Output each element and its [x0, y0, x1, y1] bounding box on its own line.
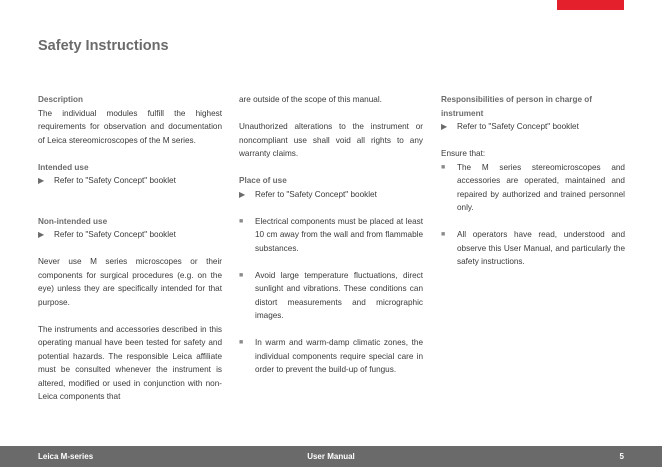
column-2	[239, 93, 423, 377]
list-item-text: The M series stereomicroscopes and accessories are operated, maintained and repaired by authorized and trained personnel only.	[457, 162, 625, 212]
place-of-use-heading: Place of use	[239, 176, 287, 185]
square-bullet-icon: ■	[239, 217, 244, 225]
responsibilities-item-text: Refer to "Safety Concept" booklet	[457, 122, 579, 131]
page-footer	[0, 446, 662, 467]
footer-page-number: 5	[619, 452, 624, 461]
square-bullet-icon: ■	[441, 231, 446, 238]
list-item	[239, 269, 423, 323]
triangle-bullet-icon: ▶	[38, 230, 45, 239]
square-bullet-icon: ■	[441, 163, 446, 171]
intended-use-heading: Intended use	[38, 162, 89, 172]
testing-paragraph: The instruments and accessories described in this operating manual have been tested for safety and potential hazards. The responsible Leica affiliate must be consulted whenever the instrument is altered, modified or used in conjunction with non-Leica components that	[38, 324, 222, 401]
square-bullet-icon: ■	[239, 339, 244, 346]
list-item	[441, 228, 625, 269]
non-intended-use-item-text: Refer to "Safety Concept" booklet	[54, 230, 176, 239]
triangle-bullet-icon: ▶	[239, 189, 246, 199]
triangle-bullet-icon: ▶	[38, 176, 45, 185]
intended-use-item	[38, 174, 222, 188]
list-item	[239, 215, 423, 256]
triangle-bullet-icon: ▶	[441, 122, 448, 131]
non-intended-use-item	[38, 228, 222, 242]
page-title: Safety Instructions	[38, 38, 169, 54]
footer-product-name: Leica M-series	[38, 452, 94, 461]
description-heading: Description	[38, 95, 84, 104]
continuation-text: are outside of the scope of this manual.	[239, 95, 382, 104]
column-3	[441, 93, 625, 269]
square-bullet-icon: ■	[239, 271, 244, 279]
description-text: The individual modules fulfill the highest requirements for observation and documentation of Leica stereomicroscopes of the M series.	[38, 108, 222, 145]
accent-tab	[557, 0, 624, 10]
ensure-label: Ensure that:	[441, 149, 486, 158]
place-of-use-item-text: Refer to "Safety Concept" booklet	[255, 189, 377, 199]
responsibilities-item	[441, 120, 625, 134]
unauthorized-paragraph: Unauthorized alterations to the instrument or noncompliant use shall void all rights to any warranty claims.	[239, 122, 423, 158]
footer-document-title: User Manual	[307, 452, 355, 461]
list-item	[441, 161, 625, 215]
intended-use-item-text: Refer to "Safety Concept" booklet	[54, 176, 176, 185]
place-of-use-item	[239, 188, 423, 202]
list-item-text: Avoid large temperature fluctuations, direct sunlight and vibrations. These conditions can distort measurements and micrographic images.	[255, 270, 423, 320]
responsibilities-heading: Responsibilities of person in charge of instrument	[441, 95, 593, 118]
surgical-warning-paragraph: Never use M series microscopes or their components for surgical procedures (e.g. on the eye) unless they are specifically intended for that purpose.	[38, 257, 222, 307]
list-item-text: Electrical components must be placed at least 10 cm away from the wall and from flammable substances.	[255, 216, 423, 253]
list-item-text: All operators have read, understood and observe this User Manual, and particularly the safety instructions.	[457, 230, 625, 266]
list-item	[239, 336, 423, 377]
list-item-text: In warm and warm-damp climatic zones, the individual components require special care in order to prevent the build-up of fungus.	[255, 338, 423, 374]
non-intended-use-heading: Non-intended use	[38, 216, 108, 226]
column-1	[38, 93, 222, 404]
